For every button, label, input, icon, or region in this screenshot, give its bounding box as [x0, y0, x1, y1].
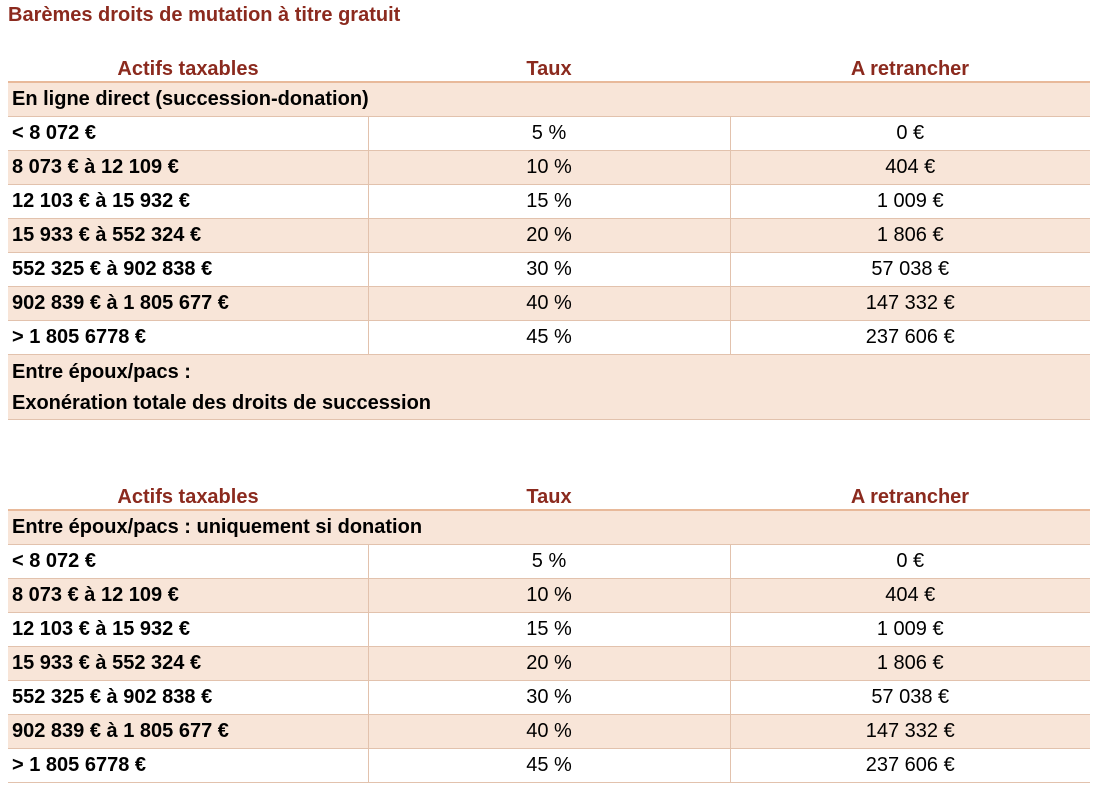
range-cell: 12 103 € à 15 932 €	[8, 185, 368, 219]
header-a-retrancher: A retrancher	[730, 51, 1090, 82]
deduct-cell: 237 606 €	[730, 749, 1090, 783]
deduct-cell: 404 €	[730, 151, 1090, 185]
header-actifs-taxables: Actifs taxables	[8, 51, 368, 82]
header-a-retrancher: A retrancher	[730, 479, 1090, 510]
range-cell: 902 839 € à 1 805 677 €	[8, 715, 368, 749]
range-cell: 15 933 € à 552 324 €	[8, 647, 368, 681]
rate-cell: 40 %	[368, 715, 730, 749]
header-actifs-taxables: Actifs taxables	[8, 479, 368, 510]
rate-cell: 10 %	[368, 579, 730, 613]
table-row	[8, 151, 1090, 185]
range-cell: 15 933 € à 552 324 €	[8, 219, 368, 253]
deduct-cell: 1 009 €	[730, 185, 1090, 219]
deduct-cell: 0 €	[730, 117, 1090, 151]
table-row	[8, 715, 1090, 749]
rate-cell: 45 %	[368, 749, 730, 783]
deduct-cell: 1 806 €	[730, 647, 1090, 681]
rate-cell: 15 %	[368, 185, 730, 219]
page-title: Barèmes droits de mutation à titre gratuit	[8, 4, 401, 26]
rate-cell: 45 %	[368, 321, 730, 355]
table-row	[8, 185, 1090, 219]
header-taux: Taux	[368, 479, 730, 510]
rate-cell: 20 %	[368, 647, 730, 681]
table-row	[8, 647, 1090, 681]
table-row	[8, 579, 1090, 613]
section-label: En ligne direct (succession-donation)	[8, 82, 1090, 117]
rate-cell: 5 %	[368, 545, 730, 579]
deduct-cell: 57 038 €	[730, 681, 1090, 715]
table-row	[8, 681, 1090, 715]
range-cell: 12 103 € à 15 932 €	[8, 613, 368, 647]
table-row	[8, 545, 1090, 579]
deduct-cell: 0 €	[730, 545, 1090, 579]
deduct-cell: 1 009 €	[730, 613, 1090, 647]
range-cell: 8 073 € à 12 109 €	[8, 579, 368, 613]
table-row	[8, 219, 1090, 253]
rate-cell: 15 %	[368, 613, 730, 647]
table-row	[8, 117, 1090, 151]
range-cell: 8 073 € à 12 109 €	[8, 151, 368, 185]
table-row	[8, 749, 1090, 783]
section-row	[8, 510, 1090, 545]
rate-cell: 10 %	[368, 151, 730, 185]
tax-table-spouse-donation	[8, 479, 1090, 783]
rate-cell: 30 %	[368, 681, 730, 715]
range-cell: > 1 805 6778 €	[8, 321, 368, 355]
range-cell: > 1 805 6778 €	[8, 749, 368, 783]
deduct-cell: 147 332 €	[730, 715, 1090, 749]
range-cell: < 8 072 €	[8, 117, 368, 151]
deduct-cell: 1 806 €	[730, 219, 1090, 253]
spouse-note	[8, 355, 1090, 420]
deduct-cell: 57 038 €	[730, 253, 1090, 287]
section-row	[8, 82, 1090, 117]
table-row	[8, 613, 1090, 647]
deduct-cell: 237 606 €	[730, 321, 1090, 355]
note-line-1: Entre époux/pacs :	[12, 361, 191, 383]
range-cell: 552 325 € à 902 838 €	[8, 681, 368, 715]
range-cell: 552 325 € à 902 838 €	[8, 253, 368, 287]
table-header-row	[8, 51, 1090, 82]
spouse-note-row	[8, 355, 1090, 420]
note-line-2: Exonération totale des droits de succession	[12, 392, 432, 414]
table-row	[8, 321, 1090, 355]
rate-cell: 40 %	[368, 287, 730, 321]
deduct-cell: 147 332 €	[730, 287, 1090, 321]
range-cell: 902 839 € à 1 805 677 €	[8, 287, 368, 321]
range-cell: < 8 072 €	[8, 545, 368, 579]
rate-cell: 5 %	[368, 117, 730, 151]
table-row	[8, 287, 1090, 321]
header-taux: Taux	[368, 51, 730, 82]
table-row	[8, 253, 1090, 287]
section-label: Entre époux/pacs : uniquement si donation	[8, 510, 1090, 545]
rate-cell: 30 %	[368, 253, 730, 287]
rate-cell: 20 %	[368, 219, 730, 253]
table-header-row	[8, 479, 1090, 510]
tax-table-direct-line	[8, 51, 1090, 420]
deduct-cell: 404 €	[730, 579, 1090, 613]
